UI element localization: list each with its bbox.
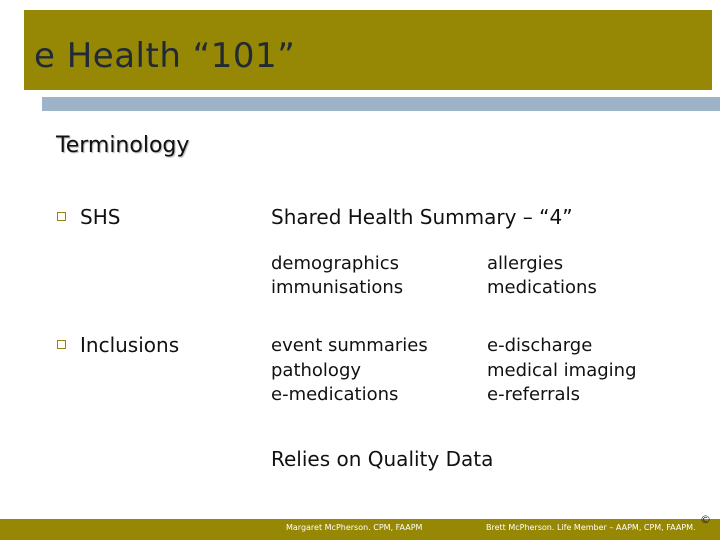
accent-rule — [42, 97, 720, 111]
quality-note: Relies on Quality Data — [271, 447, 494, 471]
square-bullet-icon — [57, 212, 66, 221]
inclusion-item: e-discharge — [487, 335, 593, 356]
inclusion-item: medical imaging — [487, 360, 637, 381]
summary-item: immunisations — [271, 277, 404, 298]
inclusion-item: e-medications — [271, 384, 399, 405]
footer-author-left: Margaret McPherson. CPM, FAAPM — [286, 523, 423, 532]
square-bullet-icon — [57, 340, 66, 349]
section-heading: Terminology — [56, 133, 190, 158]
title-accent — [12, 10, 24, 90]
accent-rule-gap — [0, 97, 42, 111]
summary-item: medications — [487, 277, 597, 298]
inclusion-item: pathology — [271, 360, 362, 381]
copyright-mark: © — [700, 513, 711, 526]
summary-item: allergies — [487, 253, 564, 274]
footer-author-right: Brett McPherson. Life Member – AAPM, CPM, FAAPM. — [486, 523, 696, 532]
bullet-label-inclusions: Inclusions — [80, 333, 180, 357]
inclusion-item: event summaries — [271, 335, 428, 356]
shs-definition: Shared Health Summary – “4” — [271, 205, 573, 229]
slide-title: e Health “101” — [34, 36, 296, 76]
inclusion-item: e-referrals — [487, 384, 580, 405]
summary-item: demographics — [271, 253, 400, 274]
title-bar — [12, 10, 712, 90]
bullet-label-shs: SHS — [80, 205, 121, 229]
